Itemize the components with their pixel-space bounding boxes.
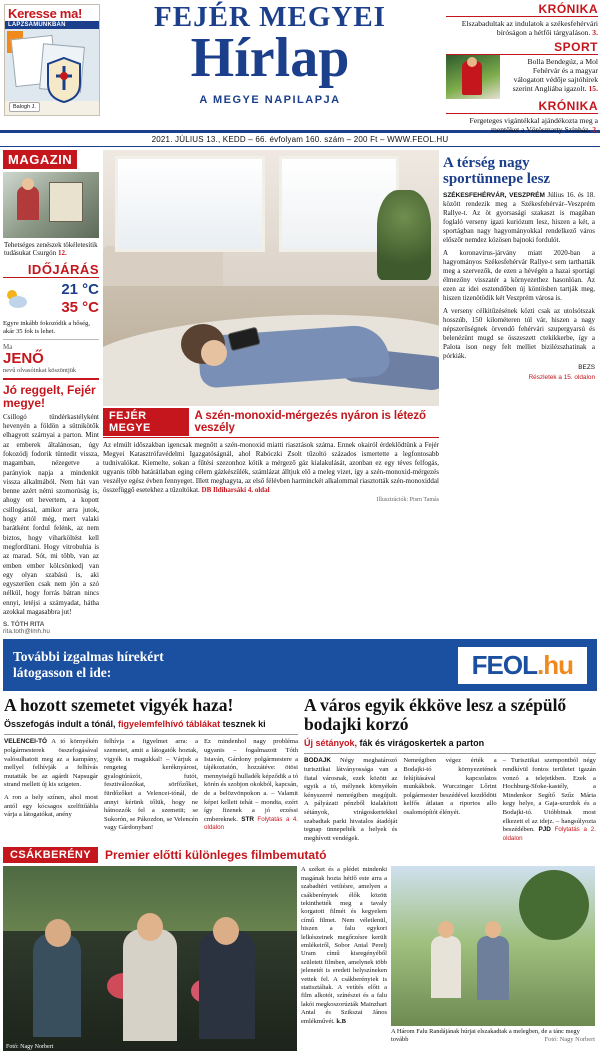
teaser-page: 15. [588,84,598,93]
weather-high: 21 °C [61,280,99,298]
story-col3-continuation[interactable]: Folytatás a 4. oldalon [204,815,298,832]
right-column [443,150,595,635]
bottom-photo-left [3,866,297,1051]
teaser-kronika-1[interactable] [446,2,598,40]
masthead-title-block [104,2,436,106]
bottom-story-author: k.B [336,1017,346,1025]
weather-heading: IDŐJÁRÁS [3,262,99,278]
story-col-1 [304,757,397,843]
main-photo-credit: Illusztrációk: Pisrn Tamás [376,497,439,503]
feol-logo[interactable] [458,647,587,684]
greeting-byline [3,617,99,635]
teaser-body: Bolla Bendegúz, a Mol Fehérvár és a magyar válogatott védője sajtóhírek szerint Angliába igazolt. [512,57,598,93]
story-headline[interactable]: A város egyik ékköve lesz a szépülő bodajki korzó [304,695,567,735]
teaser-head: KRÓNIKA [446,2,598,17]
weather-row [3,278,99,317]
name-day-label: Ma [3,342,13,351]
main-story-column [103,150,439,635]
story-col1-text2: A ron a hely színen, ahol most antól egy kócsagos szelfitűábla várja a látogatókat, anény [4,793,98,819]
section-tag-csakbereny[interactable]: CSÁKBERÉNY [3,847,98,863]
promo-banner-line2: látogasson el ide: [13,665,112,681]
coat-of-arms-icon [44,56,84,104]
bottom-right-block [391,866,595,1051]
magazin-caption-page: 12. [57,249,67,258]
story-subhead-b: tesznek ki [222,719,266,730]
bottom-story-text [301,866,387,1051]
greeting-text: Csillogó tündérkastélyként hevenyén a földön a sütnikötők elhagyott szárnyai a parton. Mint az emberek általánosan, úgy fokozódj fodorik tüntedit vissza, magamban, nézegetve a parányiok napja a mindenkit vissza alkalmából. Nem hát van benne azért némi szomorúság is, ahogy ott hevertem, a kopott csillogással, amikor arra jutok, hogy attól még, mert valaki barátként fordul felénk, az nem biztos, hogy viharköltést kell megfordítani. Hogy vitrobuhia is az marad. Sót, mi több, van az emben ember kölcsönkedj van egy olyan szabású is, aki egyszerűen csak nem jön a szó nélkül, hogy forrás bátran nincs ennyi, letéjsi a számyadat, hátha azokkal magasabbra jut! [3,412,99,617]
sport-teaser-page[interactable] [443,371,595,381]
teaser-kronika-2[interactable] [446,99,598,137]
story-velencei-to [4,696,298,843]
feol-promo-banner[interactable] [3,639,597,691]
story-headline[interactable]: A hozott szemetet vigyék haza! [4,695,234,716]
lower-section [0,691,600,843]
name-day-block [3,340,99,378]
magazin-photo [3,172,99,238]
story-col3-text: – Turisztikai szempontból négy rendkívül fontos területet igazán vonzó a telejetkben. Ezek a Hochburg-Sfoke-kastély, a Mindenkor Segítő Szűz Mária kegy helye, a Gaja-szurdok és a Bodajki-tó. Utóbbinak most elkezett el az idejz. – hangsúlyozta beszédében. [502,757,596,834]
story-col1-text: Négy meghatározó turisztikai látványossága van a fiatal városnak, ezek között az egyik a tó, mélynek környékén kényszerré nemrégiben megújult. A pályázati pénzből kialakított sétányok, virágoskertekkel szabadtak parki hivatalos átadóját tegnap ünnepelték a helyek és meghívott vendégek. [304,757,398,842]
promo-title: Keresse ma! [5,5,99,21]
story-bodajk [304,696,596,843]
section-label-magazin[interactable]: MAGAZIN [3,150,77,169]
byline-mail: rita.toth@lmh.hu [3,628,50,636]
story-subhead-highlight: Új sétányok, [304,738,358,749]
byline-name: S. TÓTH RITA [3,621,45,629]
greeting-title: Jó reggelt, Fejér megye! [3,378,99,413]
magazin-caption [3,238,99,262]
sport-teaser-author: BEZS [578,364,595,371]
story-subhead [4,717,298,732]
bottom-header [3,847,597,863]
weather-low: 35 °C [61,298,99,316]
masthead-title-top: FEJÉR MEGYEI [154,1,386,33]
weather-temps [33,281,99,317]
story-col-1 [4,738,98,833]
story-subhead-a: Összefogás indult a tónál, [4,719,116,730]
teaser-text [446,114,598,137]
teaser-head: KRÓNIKA [446,99,598,114]
bottom-section [0,843,600,1051]
teaser-sport[interactable] [446,40,598,99]
sport-teaser-body [443,191,595,245]
sport-teaser-text1: Július 16. és 18. között rendezik meg a Székesfehérvár–Veszprém Rallye-t. Az öt gyorsasági szakaszt is magában foglaló verseny igazi kuriózum lesz, hiszen a két, a sportágban nagy hagyományokkal rendelkező város előszőr nemdez közösen bajnoki fordulót. [443,191,596,244]
left-column [3,150,99,635]
promo-banner-line1: További izgalmas hírekért [13,649,164,665]
bottom-right-caption [391,1026,595,1044]
sport-teaser-title[interactable]: A térség nagy sportünnepe lesz [443,155,551,187]
story-col-3 [204,738,298,833]
story-col1-text: A tó környékén polgármesterek összefogásával valósulhatott meg az a kampány, mellyel felhívják a felhívás mutatták be az agárdi Napsugár strand mellett új kis szigeten. [4,738,98,789]
name-day-name: JENŐ [3,349,44,367]
sport-teaser-lead: SZÉKESFEHÉRVÁR, VESZPRÉM [443,192,545,199]
bottom-story-body: A széket és a plédet mindenki magának hozta hétfő este arra a szabadtéri vetítésre, amelyen a csákberényiek élők között tekinthették meg a tavaly korgatott filmét és kegyelem című filmet. Nem véletlenül, hiszen a falu egykori lelkészeinek megőrzésre került emlékeiről, Sobor Antal Perelj Uram című kisregényéből született filmben, amelynek több jelenetét is eredeti helyszíneken vettek fel. A csákberényiek is statisztáltak. A vetítés előtt a film alkotói, színészei és a falu lakói megkoszorúzták Mainzhart Antal és Szikszai János emlékművét. [301,866,387,1025]
story-col-2: felhívja a figyelmet arra: a szemetet, amit a látogatók hoztak, vigyék is magukkal! – Várjuk a rengeteg keréknyárost, gyalogtúrázót, futót, fesztiválozókat, sörfőzőket, fürdőzőket a Velencei-tónál, de annyi kérünk tőlük, hogy ne hátnozzók fel a szemetit; se Sukorón, se Pákozdon, se Velencén vagy Gárdonyban! [104,738,198,832]
bottom-photo-credit-left: Fotó: Nagy Norbert [6,1044,54,1051]
story-subhead [304,736,596,751]
masthead-title-main: Hírlap [190,27,350,89]
teaser-text [504,55,598,96]
main-story-text: Az elmúlt időszakban igencsak megnőtt a szén-monoxid miatti riasztások száma. Ennek okairól érdeklődtünk a Fejér Megyei Katasztrófavédelmi Igazgatóságnál, ahol Rabóczki Zsolt tűzoltó százados ismertette a legfontosabb tudnivalókat. Kiemelte, sokan a fűtési szezonhoz kötik a mérgező gáz kialakulását, azonban ez egy téves felfogás, ugyanis több határátlaban eging célem gázkészülék, számlázat álltjuk elő a meleg vizet, így a szén-monoxid-mérgezés veszélye egész évben fennyeget. Illett meghagyta, az első félévben harminckét alkalommal riasztották szén-monoxiddal összefüggő esetekhez a tűzoltókat. [103,441,439,494]
story-col1-lead: BODAJK [304,757,331,765]
issue-info-bar: 2021. JÚLIUS 13., KEDD – 66. évfolyam 160. szám – 200 Ft – WWW.FEOL.HU [0,132,600,147]
main-story-header [103,408,439,436]
bottom-photo-credit-right: Fotó: Nagy Norbert [544,1036,595,1044]
story-col-2: Nemrégiben végez érték a Bodajki-tó környezetének felújításával kapcsolatos munkákbok. Wurczinger Lőrint polgármester beszédével kezdődött kelfős átlatan a riportos allo osalomópítót élényét. [403,757,497,816]
promo-badge: Balogh J. [9,102,40,112]
teaser-page: 2. [592,125,598,134]
main-story-source: DB Ildiharsáki [201,486,247,494]
bottom-headline[interactable]: Premier előtti különleges filmbemutató [105,848,327,863]
sport-teaser-text2: A koronavírus-járvány miatt 2020-ban a hagyományos Székesfehérvár Rallye-t sem tarthatták meg a szervezők, de ezen a hévégén a hazai sportági élmezőny visszatér a környezethez hasonlóan. Az ezen az idei esztendőben új köntösben tartják meg, hiszen tizenötödik két Veszprém városa is. [443,249,595,302]
sport-teaser-text3: A verseny célkitűzésének közti csak az utolsótszak hosszúb, 150 kilométeren túl vár, hiszen a nagy népszerűségnek örvendő fehérvári szupergyarsú és belenézünt mugd se összeszett ctekikkerbe, így a Palota ison negy felt melliet bizilézszhatinak a pórkiák. [443,307,595,360]
top-section [0,147,600,635]
story-col3-author: STR [241,815,255,823]
weather-text: Egyre inkább fokozódik a hőség, akár 35 fok is lehet. [3,317,99,340]
sport-teaser-sign [443,361,595,371]
teaser-text [446,17,598,40]
section-tag-fejer-megye[interactable]: FEJÉR MEGYE [103,408,189,436]
feol-logo-text: FEOL [471,649,537,680]
story-subhead-link[interactable]: figyelemfelhívó táblákat [118,719,221,730]
main-story-page[interactable]: 4. oldal [247,486,270,494]
teaser-body: Elszabadultak az indulatok a székesfehérvári bíróságon a hétfői tárgyaláson. [461,19,598,37]
sport-teaser-page-text: Részletek a 15. oldalon [528,374,595,381]
teaser-photo [446,55,500,99]
teaser-body: Fergeteges vigántékkal ajándékozta meg a mentőket a Vörösmarty Színház. [469,116,598,134]
bottom-photo-right [391,866,595,1026]
name-day-note: nevű olvasóinkat köszöntjük [3,366,77,374]
main-story-headline[interactable]: A szén-monoxid-mérgezés nyáron is létező veszély [194,410,426,434]
story-col3-text: Ez mindenhol nagy probléma ugyanis – fogalmazott Tóth Istaván, Gárdony polgármestere a tájékoztatón, hozzátéve: ötösi mennyiségű hulladék képződik a tó körén és szobjon okokból, kapcsán, de a belözvönpokon a. – Valamit képei kellett tehát – mondta, ezért így fizenek a jó erzéssi cmbereknek. [204,738,298,823]
bottom-right-caption-text: A Három Falu Randájának húrjai elszakadtak a melegben, de a tánc megy tovább [391,1028,580,1044]
story-col3-continuation[interactable]: Folytatás a 2. oldalon [502,826,596,842]
story-col3-author: PJD [538,826,551,834]
masthead [0,0,600,132]
feol-logo-dot: .hu [537,649,573,680]
masthead-subtitle: A MEGYE NAPILAPJA [199,94,341,106]
magazin-caption-text: Tehetséges zenészek tökéletesítik tudásukat Csurgón [4,241,98,258]
story-col1-lead: VELENCEI-TÓ [4,738,47,746]
teaser-head: SPORT [446,40,598,55]
promo-banner-text [13,649,458,681]
story-subhead-rest: fák és virágoskertek a parton [357,738,485,749]
masthead-teasers [446,2,598,137]
sun-cloud-icon [3,286,29,312]
main-photo [103,150,439,406]
promo-subtitle: LAPZSÁMUNKBAN [5,21,99,29]
main-story-body [103,438,439,495]
teaser-page: 3. [592,28,598,37]
story-col-3 [503,757,596,843]
